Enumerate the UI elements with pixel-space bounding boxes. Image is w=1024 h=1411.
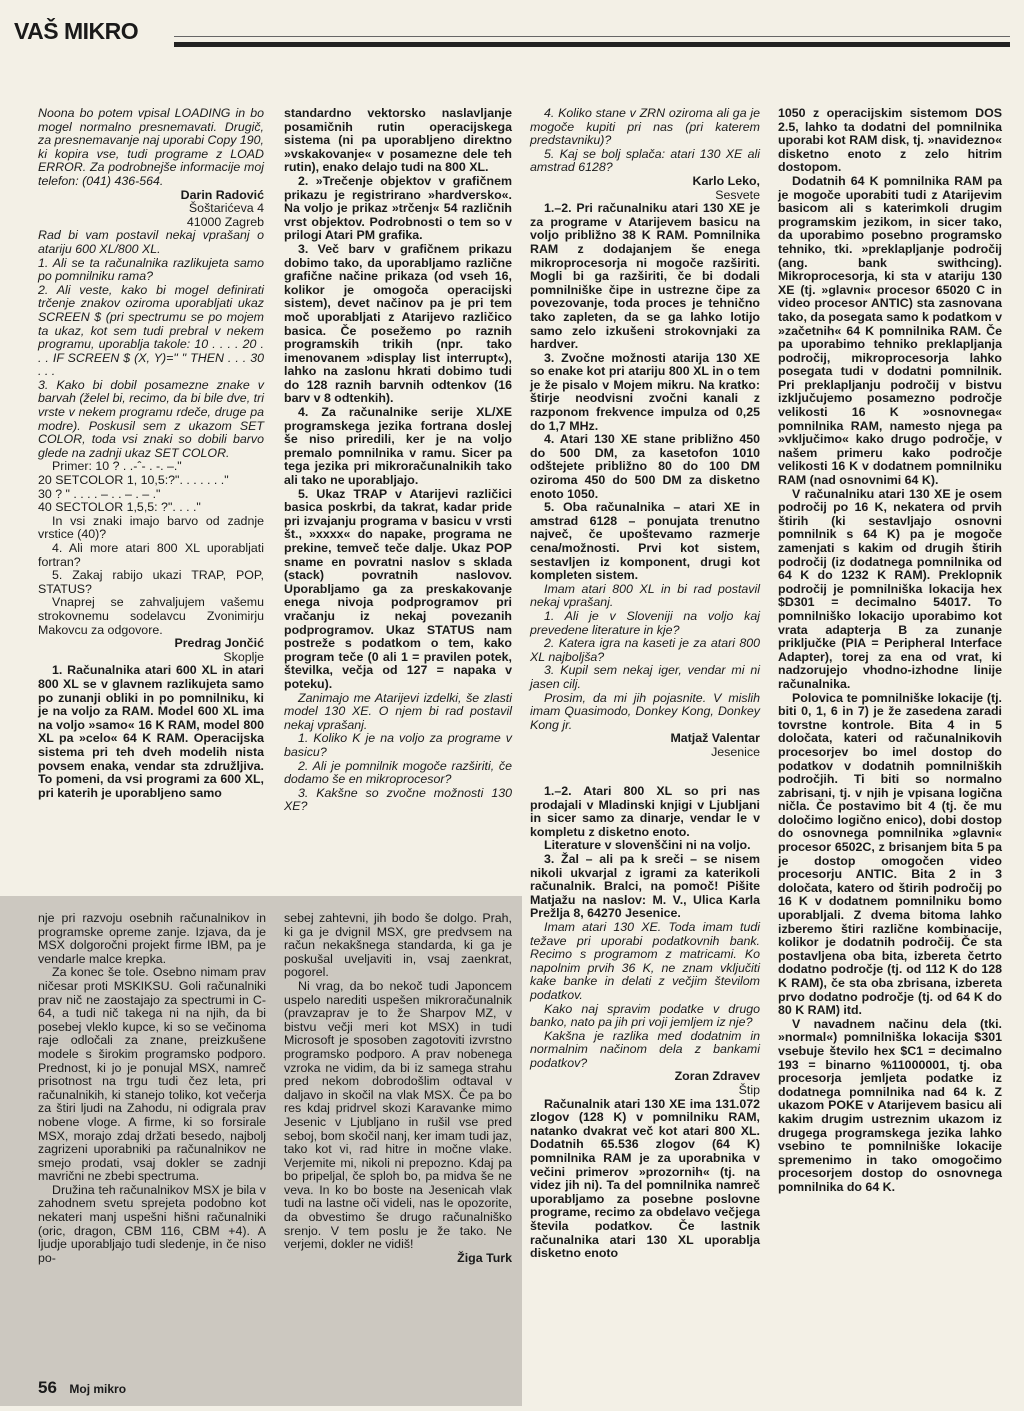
paragraph: Literature v slovenščini ni na voljo.: [544, 838, 751, 853]
paragraph: nje pri razvoju osebnih računalnikov in programske opreme zanje. Izjava, da je MSX dolgoročni projekt firme IBM, pa je vendarle malce krepka.: [38, 911, 266, 966]
signature-line: 41000 Zagreb: [186, 214, 264, 229]
signature-line: Žiga Turk: [457, 1250, 512, 1265]
column-2: [284, 107, 512, 814]
paragraph: 3. Zvočne možnosti atarija 130 XE so enake kot pri atariju 800 XL in o tem je že pisalo v Mojem mikru. Na kratko: štirje neodvisni zvočni kanali z razponom frekvence impulza od 0,25 do 1,7 MHz.: [530, 350, 760, 433]
signature-line: Darin Radović: [180, 187, 264, 202]
box-column-2: [284, 912, 512, 1265]
paragraph: 3. Kupil sem nekaj iger, vendar mi ni jasen cilj.: [530, 663, 760, 691]
paragraph: Noona bo potem vpisal LOADING in bo mogel normalno presnemavati. Drugič, za presnemavanje naj uporabi Copy 190, ki kopira vse, tudi programe z LOAD ERROR. Za podrobnejše informacije moj telefon: (041) 436-564.: [38, 106, 264, 188]
paragraph: 5. Ukaz TRAP v Atarijevi različici basica poskrbi, da takrat, kadar pride pri izvajanju programa v basicu v vrsti št., »xxxx« do napake, programa ne prekine, temveč teče dalje. Ukaz POP sname en povratni naslov s sklada (stack) povratnih naslovov. Uporabljamo ga za preskakovanje enega nivoja podprogramov pri vračanju iz nekaj povezanih podprogramov. Ukaz STATUS nam postreže s podatkom o tem, kako program teče (0 ali 1 = pravilen potek, številka, večja od 127 = napaka v poteku).: [284, 486, 512, 691]
signature-line: Jesenice: [711, 744, 760, 759]
signature-line: Skoplje: [223, 649, 264, 664]
paragraph: 4. Koliko stane v ZRN oziroma ali ga je mogoče kupiti pri nas (pri katerem predstavniku)?: [530, 106, 760, 148]
paragraph: Kako naj spravim podatke v drugo banko, nato pa jih pri voji jemljem iz nje?: [530, 1001, 760, 1030]
paragraph: 4. Atari 130 XE stane približno 450 do 500 DM, za kasetofon 1010 odštejete približno 80 do 100 DM oziroma 450 do 500 DM za disketno enoto 1050.: [530, 432, 760, 501]
paragraph: Družina teh računalnikov MSX je bila v zahodnem svetu sprejeta podobno kot nekateri manj uspešni hišni računalniki (oric, dragon, CBM 116, CBM +4). A ljudje uporabljajo tudi sledenje, in če niso po-: [38, 1182, 266, 1265]
paragraph: Imam atari 130 XE. Toda imam tudi težave pri uporabi podatkovnih bank. Recimo s programom z matricami. Ko napolnim prvih 36 K, ne znam vključiti kake banke in delati z večjim številom podatkov.: [530, 919, 760, 1002]
paragraph: 1.–2. Pri računalniku atari 130 XE je za programe v Atarijevem basicu na voljo približno 38 K RAM. Pomnilnika RAM z dodajanjem še enega mikroprocesorja ni mogoče razširiti. Mogli bi ga razširiti, če bi dodali pomnilniške čipe in ustrezne čipe za povezovanje, toda proces je tehnično tako zapleten, da se ga lahko lotijo samo zelo izkušeni strokovnjaki za hardver.: [530, 201, 760, 352]
paragraph: Računalnik atari 130 XE ima 131.072 zlogov (128 K) v pomnilniku RAM, natanko dvakrat več kot atari 800 XL. Dodatnih 65.536 zlogov (64 K) pomnilnika RAM je za uporabnika v večini primerov »prozornih« (tj. na videz jih ni). Ta del pomnilnika namreč uporabljamo za posebne poslovne programe, recimo za obdelavo večjega števila podatkov. Če lastnik računalnika atari 130 XL uporablja disketno enoto: [530, 1096, 760, 1261]
paragraph: Rad bi vam postavil nekaj vprašanj o atariju 600 XL/800 XL.: [38, 228, 264, 256]
paragraph: 4. Ali more atari 800 XL uporabljati fortran?: [38, 541, 264, 569]
column-3: [530, 107, 760, 760]
paragraph: 5. Kaj se bolj splača: atari 130 XE ali amstrad 6128?: [530, 146, 760, 175]
section-title: VAŠ MIKRO: [14, 18, 139, 44]
paragraph: Primer: 10 ? . .-ˆ- . -. –.": [52, 459, 182, 474]
paragraph: 3. Kakšne so zvočne možnosti 130 XE?: [284, 785, 512, 814]
column-1: [38, 107, 264, 800]
paragraph: sebej zahtevni, jih bodo še dolgo. Prah, ki ga je dvignil MSX, gre predvsem na račun nekakšnega standarda, ki ga je poskušal uveljaviti in, vsaj zaenkrat, pogorel.: [284, 911, 512, 980]
column-3-lower: [530, 785, 760, 1261]
column-4: [778, 107, 1002, 1195]
paragraph: 30 ? " . . . . – . . – . – .": [38, 486, 161, 501]
signature-line: Karlo Leko,: [692, 173, 760, 188]
paragraph: standardno vektorsko naslavljanje posamičnih rutin operacijskega sistema (ni pa uporabljeno direktno »vskakovanje« v posamezne dele teh rutin), enako delajo tudi na 800 XL.: [284, 106, 512, 175]
paragraph: 2. Katera igra na kaseti je za atari 800 XL najboljša?: [530, 636, 760, 664]
paragraph: Vnaprej se zahvaljujem vašemu strokovnemu sodelavcu Zvonimirju Makovcu za odgovore.: [38, 595, 264, 637]
paragraph: 1. Ali je v Sloveniji na voljo kaj prevedene literature in kje?: [530, 608, 760, 637]
box-column-1: [38, 912, 266, 1265]
paragraph: 3. Žal – ali pa k sreči – se nisem nikoli ukvarjal z igrami za katerikoli računalnik. Bralci, na pomoč! Pišite Matjažu na naslov: M. V., Ulica Karla Prežlja 8, 64270 Jesenice.: [530, 851, 760, 921]
paragraph: 1. Ali se ta računalnika razlikujeta samo po pomnilniku rama?: [38, 255, 264, 284]
paragraph: Kakšna je razlika med dodatnim in normalnim načinom dela z bankami podatkov?: [530, 1028, 760, 1070]
paragraph: 3. Več barv v grafičnem prikazu dobimo tako, da uporabljamo različne grafične načine prikaza (od vseh 16, kolikor je omogoča operacijski sistem), devet načinov pa je pri tem moč uporabljati z Atarijevo različico basica. Če posežemo po raznih programskih trikih (npr. tako imenovanem »display list interrupt«), lahko na zaslonu hkrati dobimo tudi do 128 raznih barvnih odtenkov (16 barv v 8 odtenkih).: [284, 241, 512, 406]
paragraph: 2. Ali je pomnilnik mogoče razširiti, če dodamo še en mikroprocesor?: [284, 758, 512, 787]
paragraph: Zanimajo me Atarijevi izdelki, še zlasti model 130 XE. O njem bi rad postavil nekaj vprašanj.: [284, 690, 512, 732]
paragraph: 5. Zakaj rabijo ukazi TRAP, POP, STATUS?: [38, 568, 264, 596]
paragraph: Dodatnih 64 K pomnilnika RAM pa je mogoče uporabiti tudi z Atarijevim basicom ali s katerimkoli drugim programskim jezikom, in sicer tako, da uporabimo posebno programsko tehniko, tki. »preklapljanje področij (ang. bank swithcing). Mikroprocesorja, ki sta v atariju 130 XE (tj. »glavni« procesor 65020 C in video procesor ANTIC) sta zasnovana tako, da posegata samo k podatkom v »začetnih« 64 K pomnilnika RAM. Če pa uporabimo tehniko preklapljanja področij, mikroprocesorja lahko posegata tudi v dodatni pomnilnik. Pri preklapljanju področij v bistvu izključujemo posamezno področje velikosti 16 K »osnovnega« pomnilnika RAM, namesto njega pa »vključimo« kako drugo področje, v našem primeru kako področje velikosti 16 K v dodatnem pomnilniku RAM (nad osnovnimi 64 K).: [778, 173, 1002, 488]
signature-line: Zoran Zdravev: [674, 1069, 760, 1084]
paragraph: 1050 z operacijskim sistemom DOS 2.5, lahko ta dodatni del pomnilnika uporabi kot RAM disk, tj. »navidezno« disketno enoto z zelo hitrim dostopom.: [778, 106, 1002, 175]
paragraph: V navadnem načinu dela (tki. »normal«) pomnilniška lokacija $301 vsebuje število hex $C1 = decimalno 193 = binarno %11000001, tj. oba procesorja jemljeta podatke iz dodatnega pomnilnika nad 64 k. Z ukazom POKE v Atarijevem basicu ali kakim drugim ustreznim ukazom iz drugega programskega jezika lahko vsebino te pomnilniške lokacije spremenimo in tako omogočimo procesorjem dostop do osnovnega pomnilnika do 64 K.: [778, 1016, 1002, 1194]
magazine-name: Moj mikro: [69, 1382, 127, 1396]
paragraph: In vsi znaki imajo barvo od zadnje vrstice (40)?: [38, 513, 264, 542]
page-header: [14, 14, 1010, 48]
paragraph: Za konec še tole. Osebno nimam prav ničesar proti MSKIKSU. Goli računalniki prav nič ne zaostajajo za spectrumi in C-64, a tudi nič takega ni na njih, da bi posebej vleklo kupce, ki so se večinoma raje odločali za znane, preizkušene modele s širokim programsko podporo. Prednost, ki jo je ponujal MSX, namreč prisotnost na trgu tudi čez leta, pri računalnikih, ki stanejo toliko, kot večerja za štiri ljudi na Zahodu, ni odigrala prav nobene vloge. A firme, ki so forsirale MSX, morajo zdaj držati besedo, najbolj zagrizeni uporabniki pa računalnikov ne smejo prodati, vsaj dokler se zadnji mavrični ne zbebi spectruma.: [38, 965, 266, 1184]
paragraph: Ni vrag, da bo nekoč tudi Japoncem uspelo narediti uspešen mikroračunalnik (pravzaprav je to že Sharpov MZ, v bistvu večji meri kot MSX) in tudi Microsoft je sposoben zagotoviti izvrstno programsko podporo. A prav nobenega vzroka ne vidim, da bi iz samega strahu pred nekom dobrodošlim odtaval v daljavo in skočil na vlak MSX. Če pa bo res kdaj pridrvel skozi Karavanke mimo Jesenic v Ljubljano in rušil vse pred seboj, bom skočil nanj, ker imam tudi jaz, tako kot vi, rad hitre in močne vlake. Verjemite mi, nikoli ni prepozno. Kdaj pa bo pripeljal, če sploh bo, pa midva še ne veva. In ko bo boste na Jesenicah vlak tudi na lastne oči videli, nas le opozorite, da obvestimo še drugo računalniško srenjo. V tem poslu je že tako. Ne verjemi, dokler ne vidiš!: [284, 978, 512, 1252]
signature-line: Šoštarićeva 4: [188, 201, 264, 216]
header-thin-rule: [174, 36, 1010, 37]
paragraph: 1.–2. Atari 800 XL so pri nas prodajali v Mladinski knjigi v Ljubljani in sicer samo za dinarje, vendar le v kompletu z disketno enoto.: [530, 784, 760, 839]
paragraph: 5. Oba računalnika – atari XE in amstrad 6128 – ponujata trenutno največ, če upoštevamo razmerje cena/možnosti. Prvi kot sistem, sestavljen iz komponent, drugi kot kompleten sistem.: [530, 500, 760, 583]
paragraph: Prosim, da mi jih pojasnite. V mislih imam Quasimodo, Donkey Kong, Donkey Kong jr.: [530, 690, 760, 732]
signature-line: Štip: [738, 1083, 760, 1098]
paragraph: 3. Kako bi dobil posamezne znake v barvah (želel bi, recimo, da bi bile dve, tri vrste v nekem programu rdeče, druge pa modre). Poskusil sem z ukazom SET COLOR, toda vsi znaki so dobili barvo glede na zadnji ukaz SET COLOR.: [38, 377, 264, 460]
signature-line: Predrag Jončić: [174, 636, 264, 651]
page-footer: [38, 1378, 126, 1398]
signature-line: Sesvete: [715, 187, 760, 202]
page-number: 56: [38, 1378, 57, 1397]
paragraph: 4. Za računalnike serije XL/XE programskega jezika fortrana doslej še niso priredili, ker je na voljo premalo pomnilnika v ramu. Sicer pa tega jezika pri mikroračunalnikih tako ali tako ne uporabljajo.: [284, 405, 512, 488]
paragraph: 2. »Trečenje objektov v grafičnem prikazu je registrirano »hardversko«. Na voljo je prikaz »trčenj« 54 različnih vrst objektov. Podrobnosti o tem so v prilogi Atari PM grafika.: [284, 173, 512, 243]
paragraph: Polovica te pomnilniške lokacije (tj. biti 0, 1, 6 in 7) je že zasedena zaradi tovrstne kontrole. Bita 4 in 5 določata, kateri od računalnikovih procesorjev bo imel dostop do podatkov v dodatnih pomnilniških področjih. Ti biti so normalno zabrisani, tj. v njih je vpisana logična ničla. Če postavimo bit 4 (tj. če mu določimo logično enico), dobi dostop do osnovnega pomnilnika »glavni« procesor 6502C, z brisanjem bita 5 pa je dostop omogočen video procesorju ANTIC. Bita 2 in 3 določata, katero od štirih področij po 16 K v dodatnem pomnilniku bomo uporabljali. Z dvema bitoma lahko izberemo štiri različne kombinacije, kolikor je dodatnih področij. Če sta postavljena oba bita, izbereta četrto dodatno področje (tj. od 112 K do 128 K RAM), če sta oba zbrisana, izbereta prvo dodatno področje (tj. od 64 K do 80 K RAM) itd.: [778, 690, 1002, 1018]
paragraph: 1. Koliko K je na voljo za programe v basicu?: [284, 731, 512, 759]
paragraph: 1. Računalnika atari 600 XL in atari 800 XL se v glavnem razlikujeta samo po zunanji obliki in po pomnilniku, ki je na voljo za RAM. Model 600 XL ima na voljo »samo« 16 K RAM, model 800 XL pa »celo« 64 K RAM. Operacijska sistema pri teh dveh modelih nista povsem enaka, vendar sta združljiva. To pomeni, da vsi programi za 600 XL, pri katerih je uporabljeno samo: [38, 663, 264, 800]
signature-line: Matjaž Valentar: [670, 731, 760, 746]
header-rule: [174, 42, 1010, 47]
paragraph: Imam atari 800 XL in bi rad postavil nekaj vprašanj.: [530, 581, 760, 610]
paragraph: V računalniku atari 130 XE je osem področij po 16 K, nekatera od prvih štirih (ki sestavljajo osnovni pomnilnik s 64 K) pa je mogoče zamenjati s kakim od drugih štirih področij (iz dodatnega pomnilnika od 64 K do 1232 K RAM). Preklopnik področij je pomnilniška lokacija hex $D301 = decimalno 54017. To pomnilniško lokacijo uporabimo kot vrata adapterja B za zunanje priključke (PIA = Peripheral Interface Adapter), torej za ena od vrat, ki nadzorujejo vhodno-izhodne linije računalnika.: [778, 486, 1002, 691]
paragraph: 40 SECTOLOR 1,5,5: ?". . . .": [38, 500, 201, 515]
paragraph: 20 SETCOLOR 1, 10,5:?". . . . . . .": [38, 473, 229, 488]
paragraph: 2. Ali veste, kako bi mogel definirati trčenje znakov oziroma uporabljati ukaz SCREEN $ (pri spectrumu se po mojem ta ukaz, kot sem tudi prebral v nekem programu, uporablja takole: 10 . . . . 20 . . . IF SCREEN $ (X, Y)=" " THEN . . . 30 . . .: [38, 282, 264, 379]
